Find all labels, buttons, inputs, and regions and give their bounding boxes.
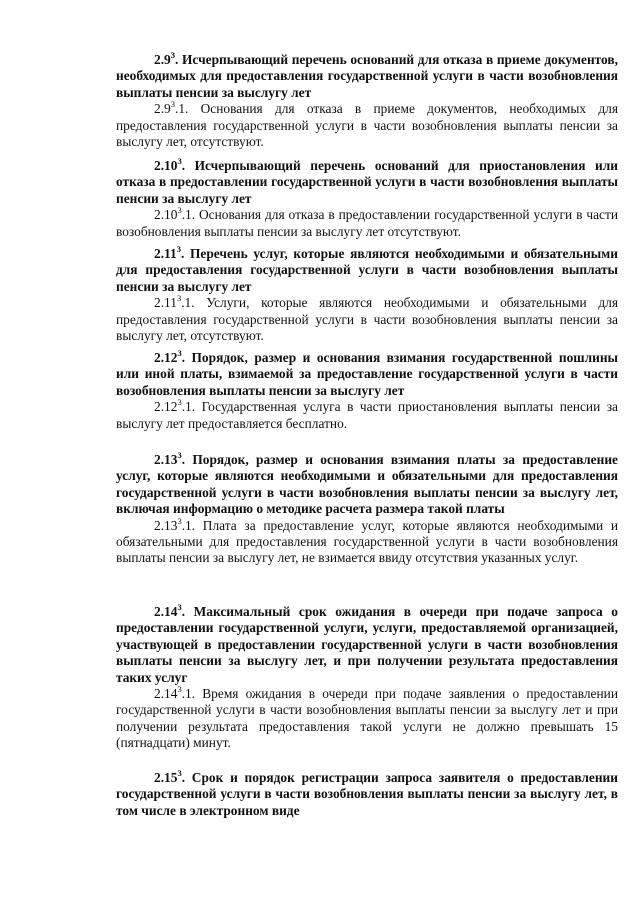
section-heading: 2.11$^3$. Перечень услуг, которые являются необходимыми и обязательными для предоставления государственной услуги в части возобновления выплаты пенсии за выслугу лет bbox=[116, 244, 618, 294]
section-heading: 2.12$^3$. Порядок, размер и основания взимания государственной пошлины или иной платы, взимаемой за предоставление государственной услуги в части возобновления выплаты пенсии за выслугу лет bbox=[116, 348, 618, 398]
section-2-13 bbox=[116, 452, 618, 567]
section-2-14 bbox=[116, 604, 618, 752]
section-paragraph: 2.10$^3$.1. Основания для отказа в предоставлении государственной услуги в части возобновления выплаты пенсии за выслугу лет отсутствуют. bbox=[116, 205, 618, 239]
section-paragraph: 2.14$^3$.1. Время ожидания в очереди при подаче заявления о предоставлении государственной услуги в части возобновления выплаты пенсии за выслугу лет и при получении результата предоставления такой услуги не должно превышать 15 (пятнадцати) минут. bbox=[116, 684, 618, 751]
section-paragraph: $2.9^3.1$. Основания для отказа в приеме документов, необходимых для предоставления государственной услуги в части возобновления выплаты пенсии за выслугу лет, отсутствуют. bbox=[116, 99, 618, 150]
section-heading: 2.10$^3$. Исчерпывающий перечень оснований для приостановления или отказа в предоставлении государственной услуги в части возобновления выплаты пенсии за выслугу лет bbox=[116, 156, 618, 206]
section-paragraph: 2.11$^3$.1. Услуги, которые являются необходимыми и обязательными для предоставления государственной услуги в части возобновления выплаты пенсии за выслугу лет, отсутствуют. bbox=[116, 293, 618, 344]
section-2-9 bbox=[116, 52, 618, 150]
section-2-11 bbox=[116, 246, 618, 344]
section-2-15 bbox=[116, 770, 618, 819]
section-heading: 2.14$^3$. Максимальный срок ожидания в очереди при подаче запроса о предоставлении государственной услуги, услуги, предоставляемой организацией, участвующей в предоставлении государственной услуги в части возобновления выплаты пенсии за выслугу лет, и при получении результата предоставления таких услуг bbox=[116, 602, 618, 685]
section-2-10 bbox=[116, 158, 618, 240]
section-heading: $2.9^3$. Исчерпывающий перечень оснований для отказа в приеме документов, необходимых для предоставления государственной услуги в части возобновления выплаты пенсии за выслугу лет bbox=[116, 50, 618, 100]
section-heading: 2.13$^3$. Порядок, размер и основания взимания платы за предоставление услуг, которые являются необходимыми и обязательными для предоставления государственной услуги в части возобновления выплаты пенсии за выслугу лет, включая информацию о методике расчета размера такой платы bbox=[116, 450, 618, 517]
section-2-12 bbox=[116, 350, 618, 432]
section-paragraph: 2.13$^3$.1. Плата за предоставление услуг, которые являются необходимыми и обязательными для предоставления государственной услуги в части возобновления выплаты пенсии за выслугу лет, не взимается ввиду отсутствия указанных услуг. bbox=[116, 515, 618, 566]
section-heading: 2.15$^3$. Срок и порядок регистрации запроса заявителя о предоставлении государственной услуги в части возобновления выплаты пенсии за выслугу лет, в том числе в электронном виде bbox=[116, 768, 618, 818]
section-paragraph: 2.12$^3$.1. Государственная услуга в части приостановления выплаты пенсии за выслугу лет предоставляется бесплатно. bbox=[116, 397, 618, 431]
